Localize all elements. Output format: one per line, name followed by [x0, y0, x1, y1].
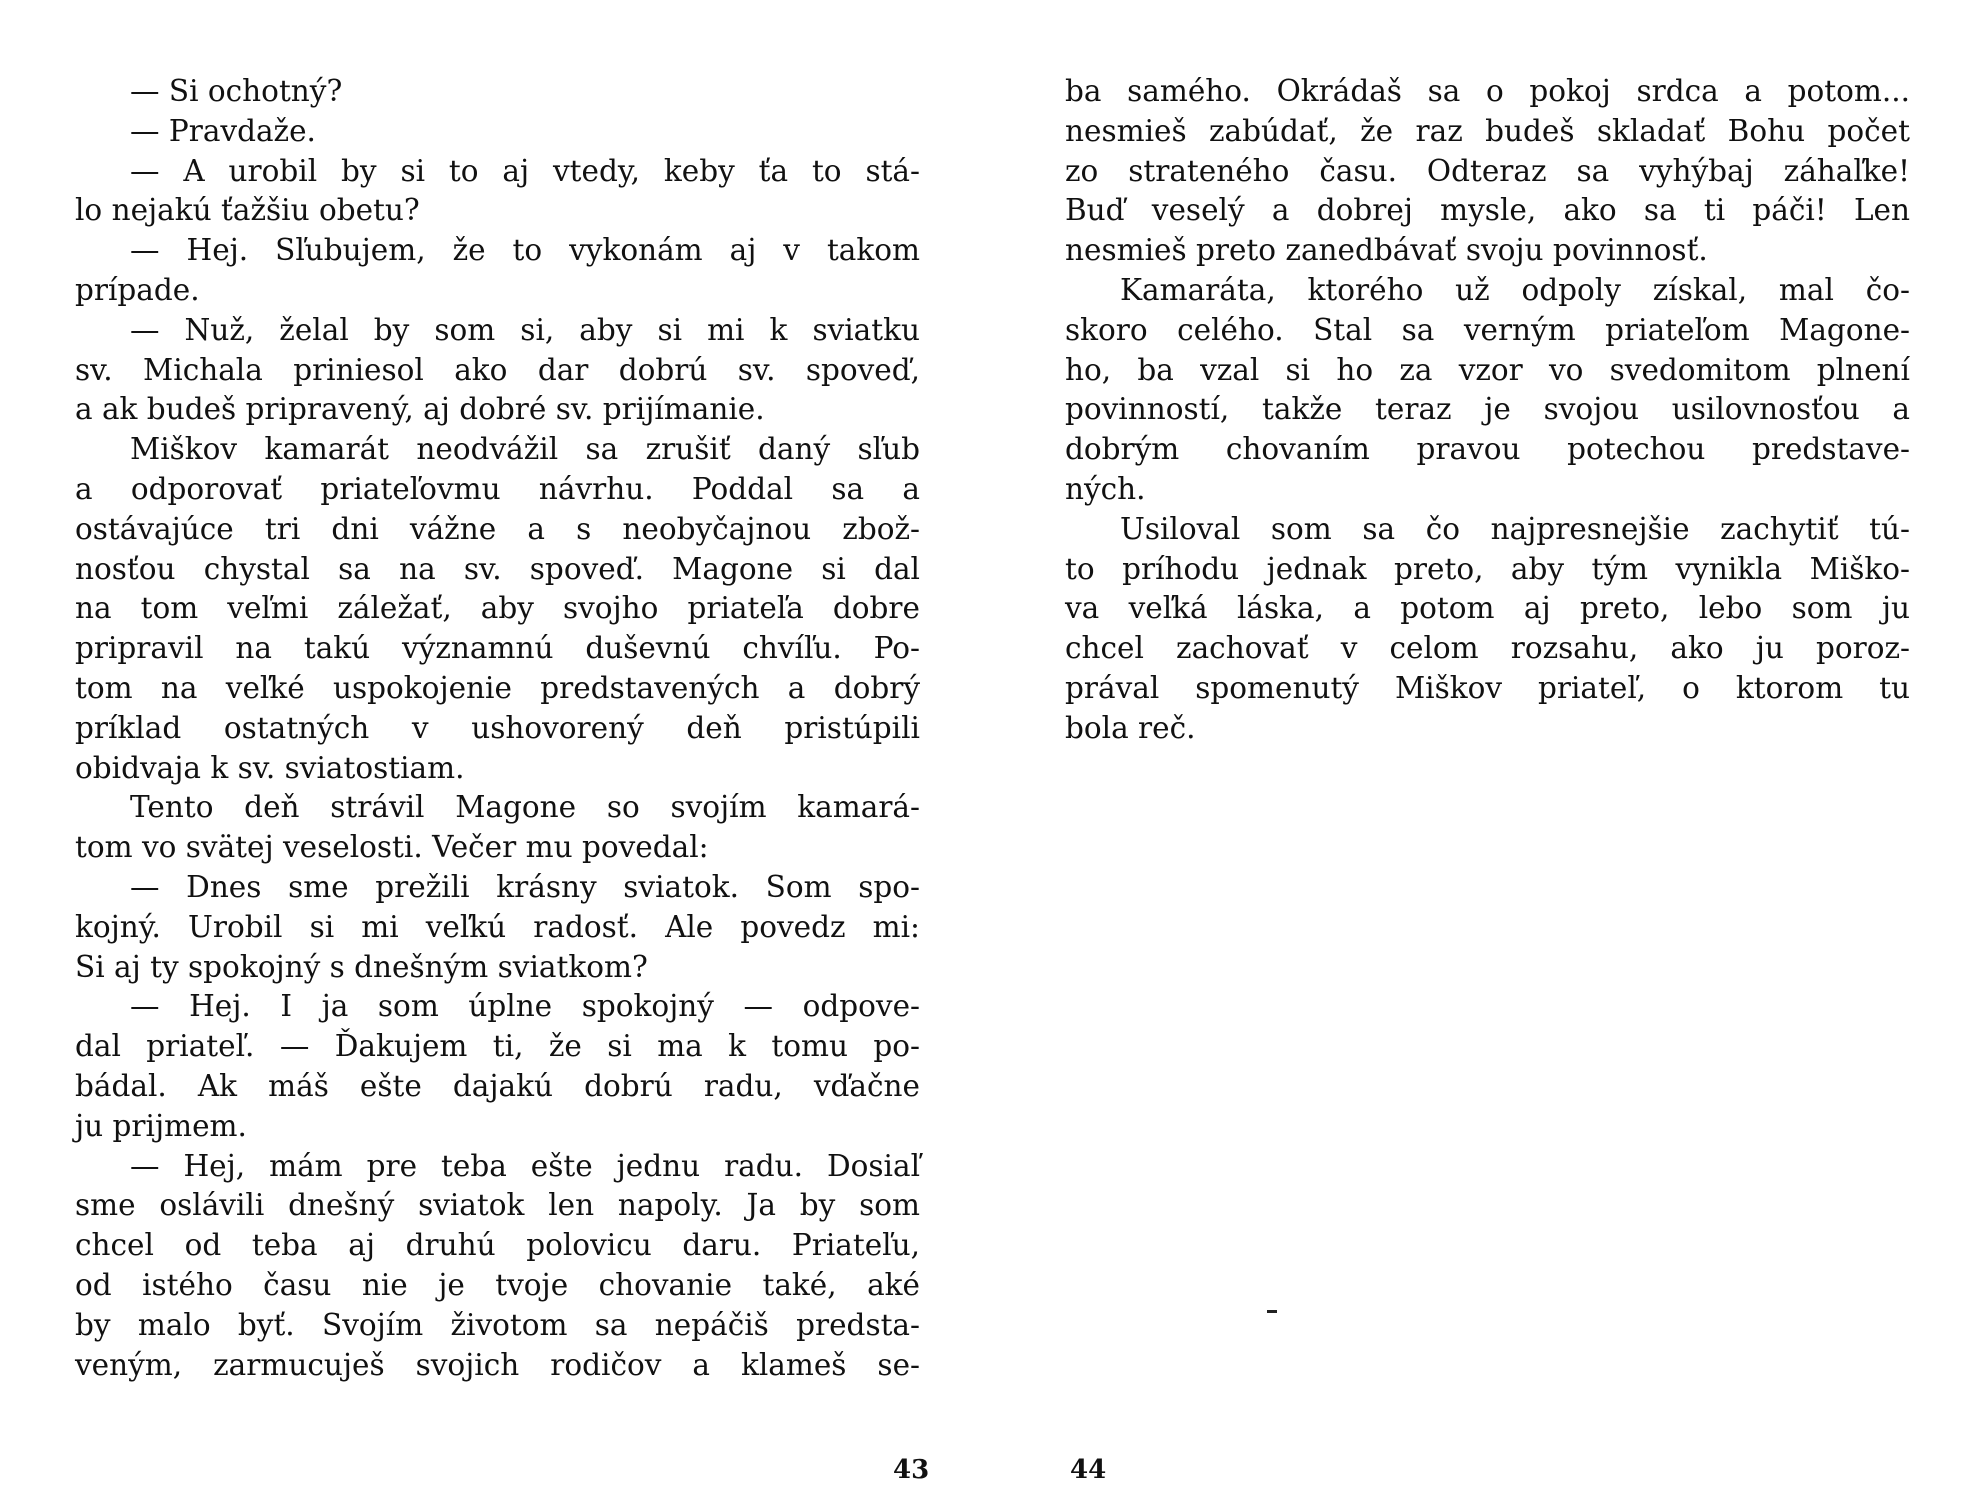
text-line: prípade. — [75, 272, 200, 307]
text-line: Si aj ty spokojný s dnešným sviatkom? — [75, 949, 648, 984]
text-line: Tento deň strávil Magone so svojím kamará- — [130, 790, 920, 825]
text-line: povinností, takže teraz je svojou usilovnosťou a — [1065, 392, 1910, 427]
text-line: kojný. Urobil si mi veľkú radosť. Ale povedz mi: — [75, 909, 920, 944]
text-line: zo strateného času. Odteraz sa vyhýbaj záhaľke! — [1065, 153, 1910, 188]
text-line: pripravil na takú významnú duševnú chvíľu. Po- — [75, 631, 920, 666]
text-line: Buď veselý a dobrej mysle, ako sa ti páči! Len — [1065, 193, 1910, 228]
text-line: prával spomenutý Miškov priateľ, o ktorom tu — [1065, 670, 1910, 705]
text-line: obidvaja k sv. sviatostiam. — [75, 750, 465, 785]
text-line: ba samého. Okrádaš sa o pokoj srdca a potom... — [1065, 74, 1910, 108]
text-line: nosťou chystal sa na sv. spoveď. Magone si dal — [75, 551, 920, 586]
text-line: ostávajúce tri dni vážne a s neobyčajnou zbož- — [75, 511, 920, 546]
text-line: — Dnes sme prežili krásny sviatok. Som spo- — [130, 869, 920, 904]
left-page-number: 43 — [893, 1455, 930, 1485]
text-line: chcel zachovať v celom rozsahu, ako ju poroz- — [1065, 631, 1910, 666]
text-line: — Hej. I ja som úplne spokojný — odpove- — [130, 989, 920, 1024]
text-line: ho, ba vzal si ho za vzor vo svedomitom plnení — [1065, 352, 1910, 387]
text-line: dal priateľ. — Ďakujem ti, že si ma k tomu po- — [75, 1029, 920, 1064]
print-speck — [1267, 1310, 1277, 1313]
text-line: dobrým chovaním pravou potechou predstave- — [1065, 432, 1910, 467]
text-line: va veľká láska, a potom aj preto, lebo som ju — [1065, 591, 1910, 626]
text-line: by malo byť. Svojím životom sa nepáčiš predsta- — [75, 1307, 920, 1342]
text-line: lo nejakú ťažšiu obetu? — [75, 193, 420, 228]
text-line: ju prijmem. — [75, 1108, 247, 1143]
text-line: od istého času nie je tvoje chovanie také, aké — [75, 1267, 920, 1302]
text-line: — Hej. Sľubujem, že to vykonám aj v takom — [130, 233, 920, 268]
text-line: to príhodu jednak preto, aby tým vynikla Miško- — [1065, 551, 1910, 586]
text-line: — Si ochotný? — [130, 74, 343, 108]
text-line: — A urobil by si to aj vtedy, keby ťa to stá- — [130, 153, 920, 188]
text-line: tom na veľké uspokojenie predstavených a dobrý — [75, 670, 920, 705]
text-line: chcel od teba aj druhú polovicu daru. Priateľu, — [75, 1228, 920, 1263]
left-page-text — [75, 72, 920, 1385]
text-line: bola reč. — [1065, 710, 1196, 745]
text-line: bádal. Ak máš ešte dajakú dobrú radu, vďačne — [75, 1068, 920, 1103]
text-line: — Nuž, želal by som si, aby si mi k sviatku — [130, 312, 920, 347]
text-line: veným, zarmucuješ svojich rodičov a klameš se- — [75, 1347, 920, 1382]
text-line: sv. Michala priniesol ako dar dobrú sv. spoveď, — [75, 352, 920, 387]
text-line: príklad ostatných v ushovorený deň pristúpili — [75, 710, 920, 745]
text-line: ných. — [1065, 471, 1146, 506]
text-line: sme oslávili dnešný sviatok len napoly. Ja by som — [75, 1188, 920, 1223]
right-page-text — [1065, 72, 1910, 749]
text-line: nesmieš zabúdať, že raz budeš skladať Bohu počet — [1065, 113, 1910, 148]
text-line: tom vo svätej veselosti. Večer mu povedal: — [75, 830, 709, 865]
text-line: a ak budeš pripravený, aj dobré sv. prijímanie. — [75, 392, 765, 427]
text-line: nesmieš preto zanedbávať svoju povinnosť. — [1065, 233, 1708, 268]
text-line: skoro celého. Stal sa verným priateľom Magone- — [1065, 312, 1910, 347]
text-line: Miškov kamarát neodvážil sa zrušiť daný sľub — [130, 432, 920, 467]
text-line: na tom veľmi záležať, aby svojho priateľa dobre — [75, 591, 920, 626]
right-page-number: 44 — [1070, 1455, 1107, 1485]
text-line: Kamaráta, ktorého už odpoly získal, mal čo- — [1120, 272, 1910, 307]
text-line: a odporovať priateľovmu návrhu. Poddal sa a — [75, 471, 920, 506]
text-line: — Hej, mám pre teba ešte jednu radu. Dosiaľ — [130, 1148, 920, 1183]
text-line: — Pravdaže. — [130, 113, 316, 148]
text-line: Usiloval som sa čo najpresnejšie zachytiť tú- — [1120, 511, 1910, 546]
